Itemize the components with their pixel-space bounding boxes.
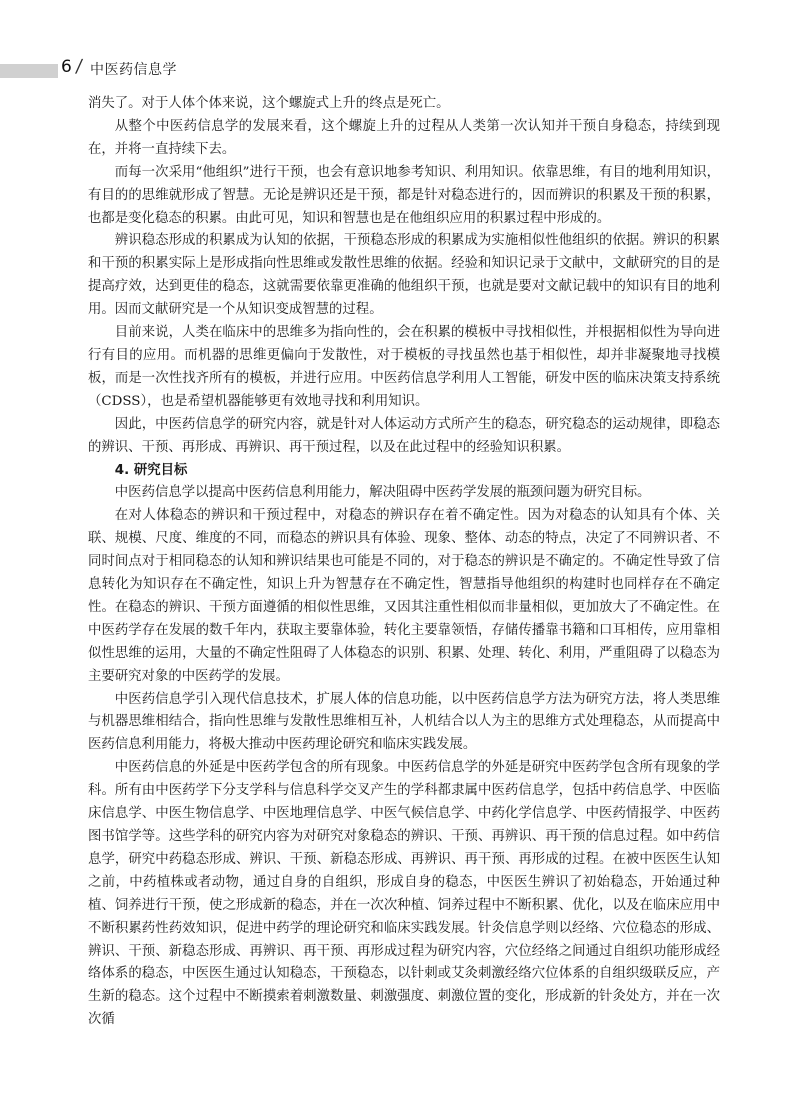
paragraph: 而每一次采用“他组织”进行干预，也会有意识地参考知识、利用知识。依靠思维，有目的地利用知识，有目的的思维就形成了智慧。无论是辨识还是干预，都是针对稳态进行的，因而辨识的积累及干预的积累，也都是变化稳态的积累。由此可见，知识和智慧也是在他组织应用的积累过程中形成的。 <box>88 164 720 226</box>
paragraph: 在对人体稳态的辨识和干预过程中，对稳态的辨识存在着不确定性。因为对稳态的认知具有个体、关联、规模、尺度、维度的不同，而稳态的辨识具有体验、现象、整体、动态的特点，决定了不同辨识者、不同时间点对于相同稳态的认知和辨识结果也可能是不同的，对于稳态的辨识是不确定的。不确定性导致了信息转化为知识存在不确定性，知识上升为智慧存在不确定性，智慧指导他组织的构建时也同样存在不确定性。在稳态的辨识、干预方面遵循的相似性思维，又因其注重性相似而非量相似，更加放大了不确定性。在中医药学存在发展的数千年内，获取主要靠体验，转化主要靠领悟，存储传播靠书籍和口耳相传，应用靠相似性思维的运用，大量的不确定性阻碍了人体稳态的识别、积累、处理、转化、利用，严重阻碍了以稳态为主要研究对象的中医药学的发展。 <box>88 508 720 684</box>
page-number: 6 <box>61 57 72 77</box>
paragraph: 消失了。对于人体个体来说，这个螺旋式上升的终点是死亡。 <box>88 96 450 111</box>
paragraph: 中医药信息的外延是中医药学包含的所有现象。中医药信息学的外延是研究中医药学包含所有现象的学科。所有由中医药学下分支学科与信息科学交叉产生的学科都隶属中医药信息学，包括中药信息学、中医临床信息学、中医生物信息学、中医地理信息学、中医气候信息学、中药化学信息学、中医药情报学、中医药图书馆学等。这些学科的研究内容为对研究对象稳态的辨识、干预、再辨识、再干预的信息过程。如中药信息学，研究中药稳态形成、辨识、干预、新稳态形成、再辨识、再干预、再形成的过程。在被中医医生认知之前，中药植株或者动物，通过自身的自组织，形成自身的稳态，中医医生辨识了初始稳态，开始通过种植、饲养进行干预，使之形成新的稳态，并在一次次种植、饲养过程中不断积累、优化，以及在临床应用中不断积累药性药效知识，促进中药学的理论研究和临床实践发展。针灸信息学则以经络、穴位稳态的形成、辨识、干预、新稳态形成、再辨识、再干预、再形成过程为研究内容，穴位经络之间通过自组织功能形成经络体系的稳态，中医医生通过认知稳态，干预稳态，以针刺或艾灸刺激经络穴位体系的自组织级联反应，产生新的稳态。这个过程中不断摸索着刺激数量、刺激强度、刺激位置的变化，形成新的针灸处方，并在一次次循 <box>88 760 720 1028</box>
paragraph: 因此，中医药信息学的研究内容，就是针对人体运动方式所产生的稳态，研究稳态的运动规律，即稳态的辨识、干预、再形成、再辨识、再干预过程，以及在此过程中的经验知识积累。 <box>88 416 720 455</box>
section-heading: 4. 研究目标 <box>114 462 188 478</box>
book-title: 中医药信息学 <box>90 62 177 78</box>
paragraph: 中医药信息学引入现代信息技术，扩展人体的信息功能，以中医药信息学方法为研究方法，将人类思维与机器思维相结合，指向性思维与发散性思维相互补，人机结合以人为主的思维方式处理稳态，从而提高中医药信息利用能力，将极大推动中医药理论研究和临床实践发展。 <box>88 691 720 753</box>
paragraph: 目前来说，人类在临床中的思维多为指向性的，会在积累的模板中寻找相似性，并根据相似性为导向进行有目的应用。而机器的思维更偏向于发散性，对于模板的寻找虽然也基于相似性，却并非凝聚地寻找模板，而是一次性找齐所有的模板，并进行应用。中医药信息学利用人工智能，研发中医的临床决策支持系统（CDSS），也是希望机器能够更有效地寻找和利用知识。 <box>88 325 720 409</box>
page-header <box>0 56 800 86</box>
page-body <box>88 93 720 1032</box>
header-divider: / <box>74 56 84 77</box>
paragraph: 从整个中医药信息学的发展来看，这个螺旋上升的过程从人类第一次认知并干预自身稳态，持续到现在，并将一直持续下去。 <box>88 118 720 157</box>
paragraph: 中医药信息学以提高中医药信息利用能力，解决阻碍中医药学发展的瓶颈问题为研究目标。 <box>114 485 651 501</box>
paragraph: 辨识稳态形成的积累成为认知的依据，干预稳态形成的积累成为实施相似性他组织的依据。辨识的积累和干预的积累实际上是形成指向性思维或发散性思维的依据。经验和知识记录于文献中，文献研究的目的是提高疗效，达到更佳的稳态，这就需要依靠更准确的他组织干预，也就是要对文献记载中的知识有目的地利用。因而文献研究是一个从知识变成智慧的过程。 <box>88 233 720 318</box>
header-bar <box>0 64 58 78</box>
